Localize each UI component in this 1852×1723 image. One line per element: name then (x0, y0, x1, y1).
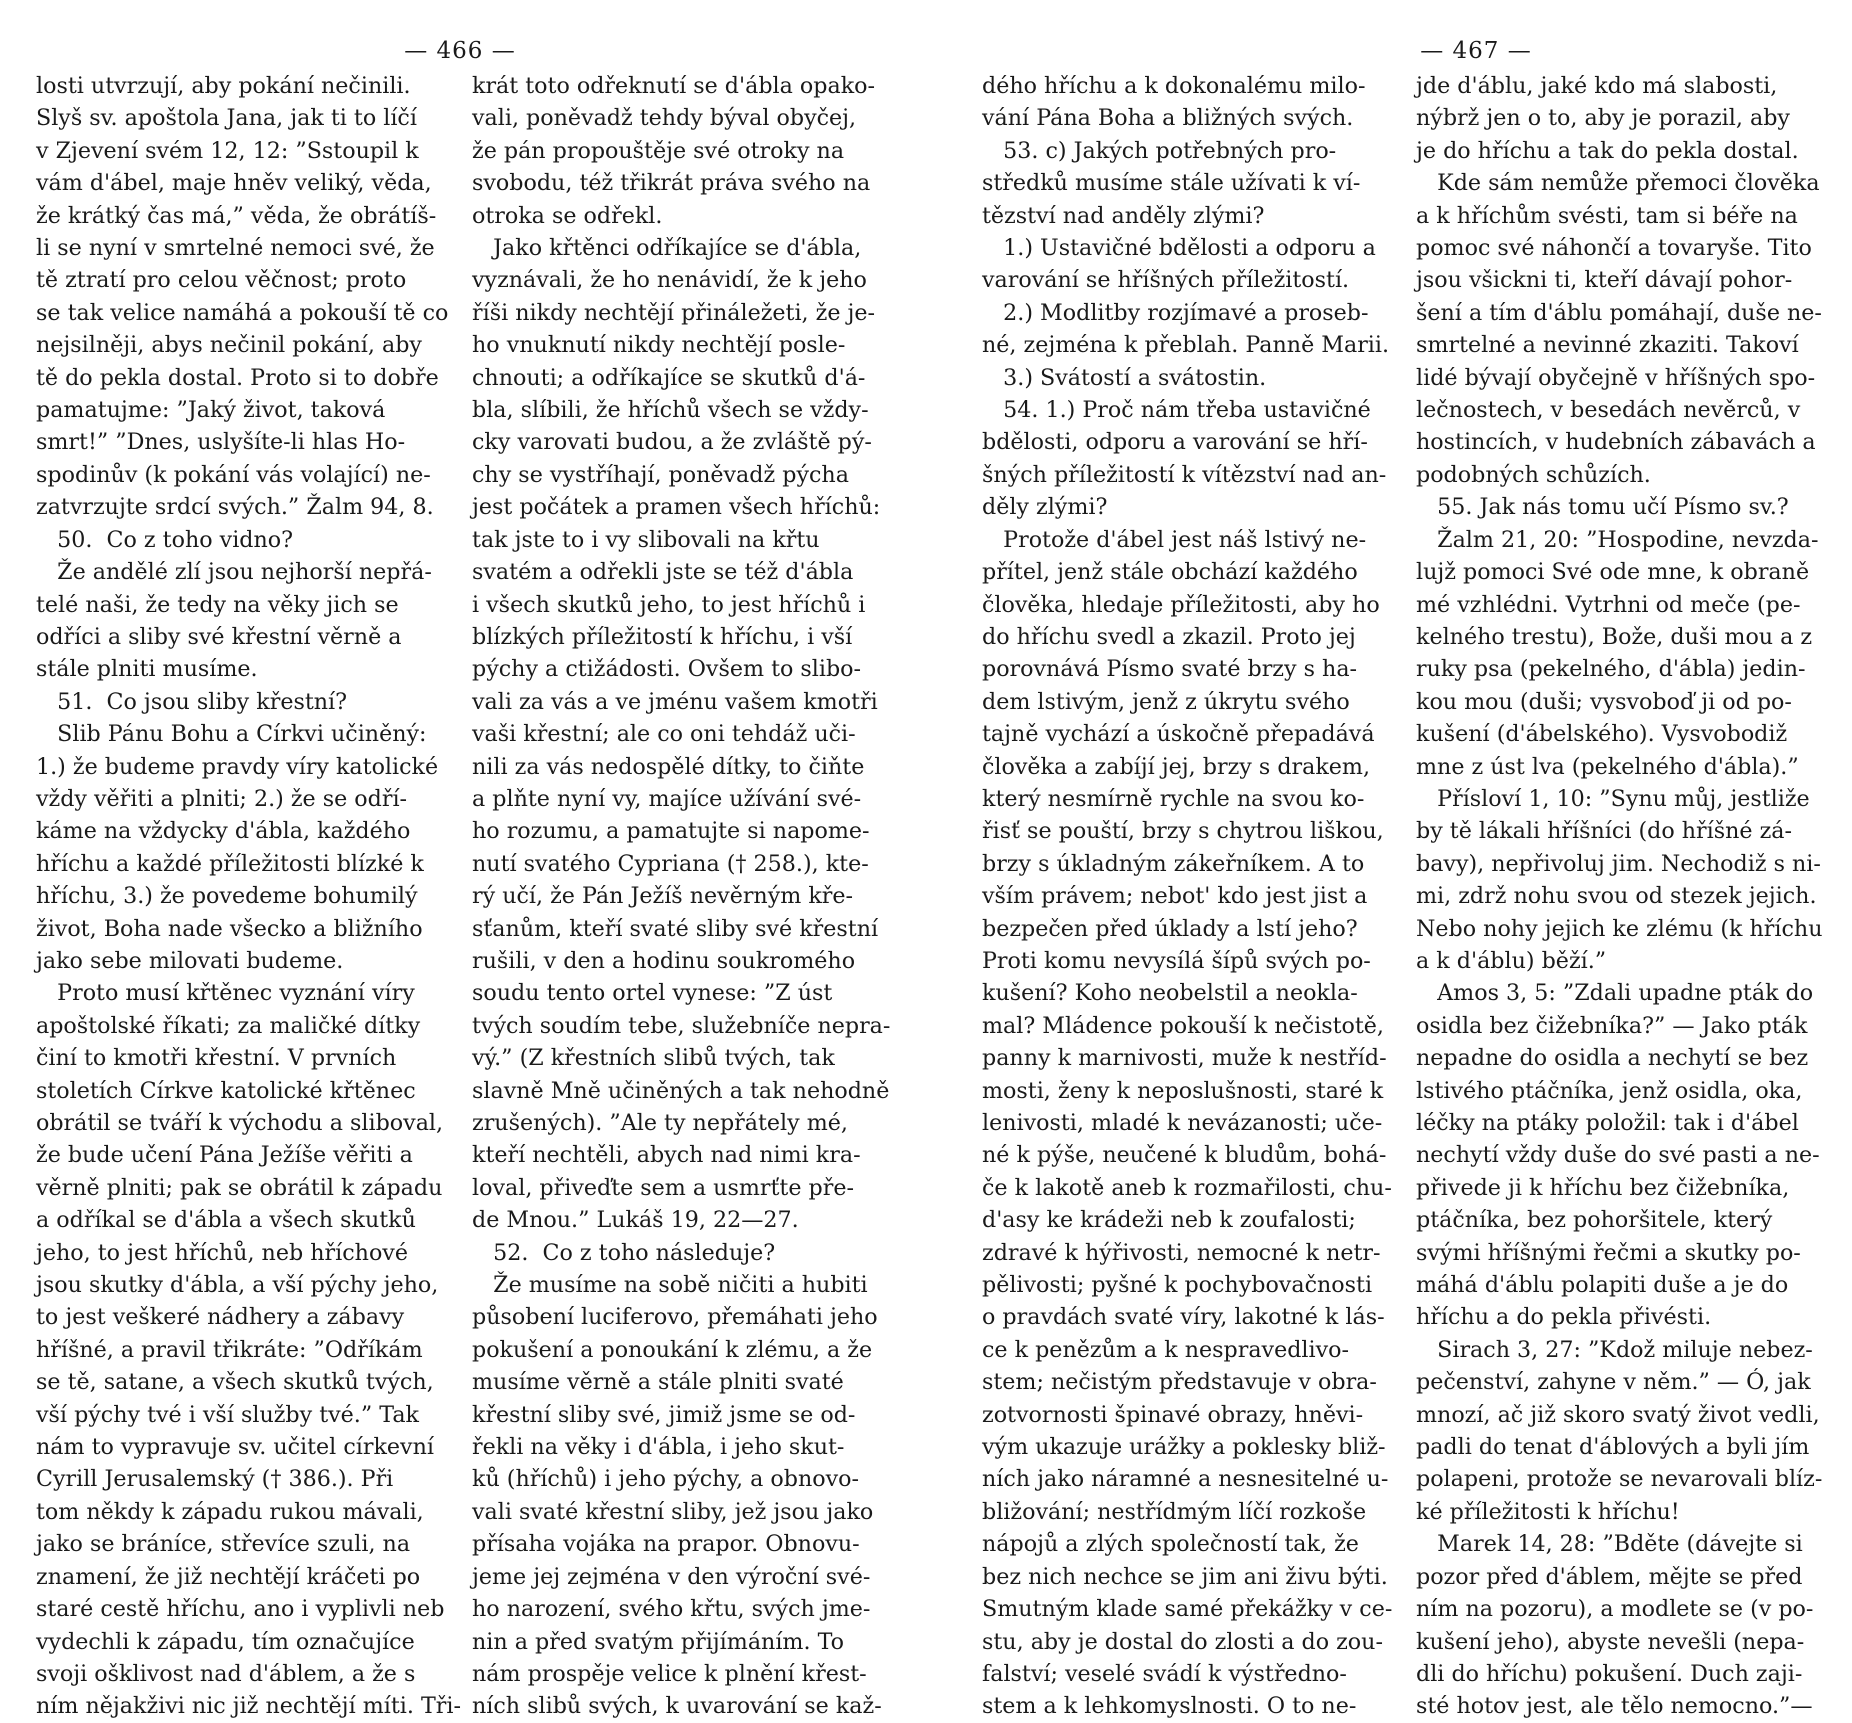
text-line: řisť se pouští, brzy s chytrou liškou, (982, 818, 1384, 845)
text-line: ních slibů svých, k uvarování se kaž- (472, 1693, 882, 1720)
text-line: stoletích Církve katolické křtěnec (36, 1077, 416, 1104)
text-line: bezpečen před úklady a lstí jeho? (982, 915, 1358, 942)
text-line: tvých soudím tebe, služebníče nepra- (472, 1012, 891, 1039)
text-line: panny k marnivosti, muže k nestříd- (982, 1045, 1387, 1072)
text-line: znamení, že již nechtějí kráčeti po (36, 1563, 421, 1590)
text-line: polapeni, protože se nevarovali blíz- (1416, 1466, 1823, 1493)
text-line: ruky psa (pekelného, d'ábla) jedin- (1416, 656, 1806, 683)
text-line: chnouti; a odříkajíce se skutků d'á- (472, 364, 866, 391)
text-line: mosti, ženy k neposlušnosti, staré k (982, 1077, 1384, 1104)
text-line: člověka, hledaje příležitosti, aby ho (982, 591, 1380, 618)
text-line: jde d'áblu, jaké kdo má slabosti, (1416, 73, 1778, 99)
text-line: bavy), nepřivoluj jim. Nechodiž s ni- (1416, 850, 1821, 877)
text-line: a plňte nyní vy, majíce užívání své- (472, 785, 862, 812)
text-line: ce k penězům a k nespravedlivo- (982, 1336, 1350, 1363)
text-line: kou mou (duši; vysvoboď ji od po- (1416, 688, 1792, 715)
text-line: loval, přiveďte sem a usmrťte pře- (472, 1174, 854, 1201)
text-line: nin a před svatým přijímáním. To (472, 1628, 845, 1655)
text-line: lečnostech, v besedách nevěrců, v (1416, 397, 1801, 424)
text-line: že bude učení Pána Ježíše věřiti a (36, 1142, 413, 1169)
text-line: jest počátek a pramen všech hříchů: (472, 494, 881, 521)
text-line: losti utvrzují, aby pokání nečinili. (36, 73, 411, 99)
text-line: podobných schůzích. (1416, 461, 1651, 488)
text-line: jako sebe milovati budeme. (36, 947, 344, 974)
text-line: vždy věřiti a plniti; 2.) že se odří- (36, 785, 408, 812)
text-line: staré cestě hříchu, ano i vyplivli neb (36, 1596, 445, 1623)
text-line: hostincích, v hudebních zábavách a (1416, 429, 1816, 456)
text-line: dli do hříchu) pokušení. Duch zaji- (1416, 1660, 1803, 1687)
text-line: lujž pomoci Své ode mne, k obraně (1416, 559, 1810, 586)
text-line: pokušení a ponoukání k zlému, a že (472, 1336, 873, 1363)
text-line: středků musíme stále užívati k ví- (982, 170, 1361, 197)
text-line: tězství nad anděly zlými? (982, 202, 1265, 229)
text-line: Protože d'ábel jest náš lstivý ne- (982, 526, 1367, 553)
text-line: ptáčníka, bez pohoršitele, který (1416, 1207, 1773, 1234)
text-line: Proto musí křtěnec vyznání víry (36, 980, 415, 1007)
text-line: Slyš sv. apoštola Jana, jak ti to líčí (36, 105, 417, 132)
text-line: 1.) Ustavičné bdělosti a odporu a (982, 235, 1376, 262)
text-line: působení luciferovo, přemáhati jeho (472, 1304, 878, 1331)
text-line: se tak velice namáhá a pokouší tě co (36, 299, 449, 326)
text-line: falství; veselé svádí k výstředno- (982, 1660, 1347, 1687)
text-line: máhá d'áblu polapiti duše a je do (1416, 1272, 1789, 1299)
text-line: Marek 14, 28: ”Bděte (dávejte si (1416, 1531, 1803, 1558)
text-line: pomoc své náhončí a tovaryše. Tito (1416, 235, 1812, 262)
text-line: 53. c) Jakých potřebných pro- (982, 137, 1337, 164)
text-line: pozor před d'áblem, mějte se před (1416, 1563, 1803, 1590)
text-line: ho narození, svého křtu, svých jme- (472, 1596, 871, 1623)
text-line: vaši křestní; ale co oni tehdáž uči- (472, 721, 856, 748)
text-line: nám to vypravuje sv. učitel církevní (36, 1434, 434, 1461)
text-line: to jest veškeré nádhery a zábavy (36, 1304, 405, 1331)
text-line: osidla bez čižebníka?” — Jako pták (1416, 1012, 1808, 1039)
text-line: vyznávali, že ho nenávidí, že k jeho (472, 267, 867, 294)
text-line: slavně Mně učiněných a tak nehodně (472, 1077, 890, 1104)
text-line: říši nikdy nechtějí přináležeti, že je- (472, 299, 876, 326)
text-line: vydechli k západu, tím označujíce (36, 1628, 415, 1655)
text-line: zotvornosti špinavé obrazy, hněvi- (982, 1401, 1364, 1428)
text-line: šných příležitostí k vítězství nad an- (982, 461, 1387, 488)
text-line: spodinův (k pokání vás volající) ne- (36, 461, 431, 488)
text-line: život, Boha nade všecko a bližního (36, 915, 423, 942)
text-line: pýchy a ctižádosti. Ovšem to slibo- (472, 656, 862, 683)
text-line: dem lstivým, jenž z úkrytu svého (982, 688, 1350, 715)
text-line: i všech skutků jeho, to jest hříchů i (472, 591, 866, 618)
text-line: hříchu a každé příležitosti blízké k (36, 850, 424, 877)
text-line: ním nějakživi nic již nechtějí míti. Tři- (36, 1693, 461, 1720)
text-line: pamatujme: ”Jaký život, taková (36, 397, 386, 424)
left-page (0, 0, 926, 1720)
text-line: Sirach 3, 27: ”Kdož miluje nebez- (1416, 1336, 1813, 1363)
text-line: vší pýchy tvé i vší služby tvé.” Tak (36, 1401, 419, 1428)
text-line: porovnává Písmo svaté brzy s ha- (982, 656, 1358, 683)
text-line: 2.) Modlitby rozjímavé a proseb- (982, 299, 1369, 326)
text-line: telé naši, že tedy na věky jich se (36, 591, 399, 618)
text-line: nám prospěje velice k plnění křest- (472, 1660, 867, 1687)
text-line: Žalm 21, 20: ”Hospodine, nevzda- (1416, 526, 1819, 553)
text-line: obrátil se tváří k východu a sliboval, (36, 1110, 444, 1136)
text-line: brzy s úkladným zákeřníkem. A to (982, 850, 1365, 877)
text-line: Kde sám nemůže přemoci člověka (1416, 170, 1820, 197)
text-line: varování se hříšných příležitostí. (982, 267, 1350, 294)
text-line: nýbrž jen o to, aby je porazil, aby (1416, 105, 1790, 132)
text-line: Smutným klade samé překážky v ce- (982, 1596, 1393, 1623)
text-line: Jako křtěnci odříkajíce se d'ábla, (472, 235, 862, 262)
text-line: 52. Co z toho následuje? (472, 1239, 776, 1266)
text-line: přísaha vojáka na prapor. Obnovu- (472, 1531, 860, 1558)
text-line: a k d'áblu) běží.” (1416, 947, 1607, 974)
text-line: odříci a sliby své křestní věrně a (36, 623, 402, 650)
text-line: cky varovati budou, a že zvláště pý- (472, 429, 872, 456)
text-line: děly zlými? (982, 494, 1108, 521)
text-line: bdělosti, odporu a varování se hří- (982, 429, 1368, 456)
text-line: né, zejména k přeblah. Panně Marii. (982, 332, 1390, 359)
text-line: jeho, to jest hříchů, neb hříchové (36, 1239, 408, 1266)
text-line: dého hříchu a k dokonalému milo- (982, 73, 1366, 99)
text-column (36, 70, 461, 1720)
text-line: bla, slíbili, že hříchů všech se vždy- (472, 397, 869, 424)
text-line: zdravé k hýřivosti, nemocné k netr- (982, 1239, 1381, 1266)
text-line: otroka se odřekl. (472, 202, 663, 229)
text-line: nejsilněji, abys nečinil pokání, aby (36, 332, 422, 359)
text-line: mnozí, ač již skoro svatý život vedli, (1416, 1401, 1820, 1428)
text-line: pečenství, zahyne v něm.” — Ó, jak (1416, 1369, 1811, 1396)
text-line: že pán propouštěje své otroky na (472, 137, 845, 164)
text-line: ních jako náramné a nesnesitelné u- (982, 1466, 1389, 1493)
text-line: ké příležitosti k hříchu! (1416, 1498, 1680, 1525)
text-line: rušili, v den a hodinu soukromého (472, 947, 856, 974)
text-line: vali za vás a ve jménu vašem kmotři (472, 688, 878, 715)
text-column (982, 70, 1393, 1720)
text-line: řekli na věky i d'ábla, i jeho skut- (472, 1434, 845, 1461)
text-line: se tě, satane, a všech skutků tvých, (36, 1369, 434, 1396)
text-line: mne z úst lva (pekelného d'ábla).” (1416, 753, 1799, 780)
text-line: vým ukazuje urážky a poklesky bliž- (982, 1434, 1386, 1461)
text-line: Amos 3, 5: ”Zdali upadne pták do (1416, 980, 1814, 1007)
text-line: kušení? Koho neobelstil a neokla- (982, 980, 1358, 1007)
text-line: tě do pekla dostal. Proto si to dobře (36, 364, 439, 391)
text-line: nili za vás nedospělé dítky, to čiňte (472, 753, 865, 780)
text-line: Proti komu nevysílá šípů svých po- (982, 947, 1371, 974)
text-line: nutí svatého Cypriana († 258.), kte- (472, 850, 869, 877)
text-line: vali svaté křestní sliby, jež jsou jako (472, 1498, 874, 1525)
text-line: ho rozumu, a pamatujte si napome- (472, 818, 870, 845)
text-line: člověka a zabíjí jej, brzy s drakem, (982, 753, 1371, 780)
text-line: 54. 1.) Proč nám třeba ustavičné (982, 397, 1371, 424)
text-line: káme na vždycky d'ábla, každého (36, 818, 411, 845)
text-line: nápojů a zlých společností tak, že (982, 1531, 1359, 1558)
text-line: lenivosti, mladé k nevázanosti; uče- (982, 1110, 1383, 1136)
text-line: stále plniti musíme. (36, 656, 258, 683)
text-line: li se nyní v smrtelné nemoci své, že (36, 235, 435, 262)
text-line: de Mnou.” Lukáš 19, 22—27. (472, 1207, 799, 1234)
text-line: jsou skutky d'ábla, a vší pýchy jeho, (36, 1272, 439, 1299)
text-line: věrně plniti; pak se obrátil k západu (36, 1174, 443, 1201)
text-line: by tě lákali hříšníci (do hříšné zá- (1416, 818, 1793, 845)
text-line: o pravdách svaté víry, lakotné k lás- (982, 1304, 1385, 1331)
text-line: v Zjevení svém 12, 12: ”Sstoupil k (36, 137, 419, 164)
text-line: hříchu, 3.) že povedeme bohumilý (36, 883, 418, 910)
text-line: kteří nechtěli, abych nad nimi kra- (472, 1142, 861, 1169)
text-line: bližování; nestřídmým líčí rozkoše (982, 1498, 1367, 1525)
text-line: vání Pána Boha a bližných svých. (982, 105, 1354, 132)
text-line: mé vzhlédni. Vytrhni od meče (pe- (1416, 591, 1801, 618)
text-line: nechytí vždy duše do své pasti a ne- (1416, 1142, 1820, 1169)
text-line: lidé bývají obyčejně v hříšných spo- (1416, 364, 1816, 391)
text-line: že krátký čas má,” věda, že obrátíš- (36, 202, 437, 229)
text-line: Že musíme na sobě ničiti a hubiti (472, 1272, 868, 1299)
text-line: nepadne do osidla a nechytí se bez (1416, 1045, 1809, 1072)
text-line: křestní sliby své, jimiž jsme se od- (472, 1401, 856, 1428)
text-line: smrtelné a nevinné zkaziti. Takoví (1416, 332, 1799, 359)
text-line: šení a tím d'áblu pomáhají, duše ne- (1416, 299, 1822, 326)
page-number: — 467 — (1420, 38, 1532, 64)
text-line: Cyrill Jerusalemský († 386.). Při (36, 1466, 394, 1493)
text-line: soudu tento ortel vynese: ”Z úst (472, 980, 833, 1007)
text-line: ním na pozoru), a modlete se (v po- (1416, 1596, 1814, 1623)
text-line: přítel, jenž stále obchází každého (982, 559, 1358, 586)
text-column (472, 70, 891, 1720)
text-line: vám d'ábel, maje hněv veliký, věda, (36, 170, 432, 197)
text-line: do hříchu svedl a zkazil. Proto jej (982, 623, 1356, 650)
text-line: hříchu a do pekla přivésti. (1416, 1304, 1712, 1331)
text-line: smrt!” ”Dnes, uslyšíte-li hlas Ho- (36, 429, 406, 456)
text-line: svými hříšnými řečmi a skutky po- (1416, 1239, 1801, 1266)
text-line: ho vnuknutí nikdy nechtějí posle- (472, 332, 846, 359)
text-line: 50. Co z toho vidno? (36, 526, 294, 553)
text-line: svobodu, též třikrát práva svého na (472, 170, 871, 197)
text-line: stu, aby je dostal do zlosti a do zou- (982, 1628, 1383, 1655)
text-line: jako se bráníce, střevíce szuli, na (36, 1531, 411, 1558)
text-line: Nebo nohy jejich ke zlému (k hříchu (1416, 915, 1823, 942)
text-line: vý.” (Z křestních slibů tvých, tak (472, 1045, 835, 1072)
text-line: padli do tenat d'áblových a byli jím (1416, 1434, 1810, 1461)
text-line: je do hříchu a tak do pekla dostal. (1416, 137, 1799, 164)
text-line: jeme jej zejména v den výroční své- (472, 1563, 871, 1590)
text-line: zrušených). ”Ale ty nepřátely mé, (472, 1110, 848, 1136)
text-line: 3.) Svátostí a svátostin. (982, 364, 1267, 391)
text-line: né k pýše, neučené k bludům, bohá- (982, 1142, 1387, 1169)
text-line: vali, poněvadž tehdy býval obyčej, (472, 105, 857, 132)
text-line: svatém a odřekli jste se též d'ábla (472, 559, 854, 586)
text-line: Slib Pánu Bohu a Církvi učiněný: (36, 721, 427, 748)
text-line: pělivosti; pyšné k pochybovačnosti (982, 1272, 1373, 1299)
text-line: d'asy ke krádeži neb k zoufalosti; (982, 1207, 1356, 1234)
text-line: tě ztratí pro celou věčnost; proto (36, 267, 407, 294)
text-line: kušení (d'ábelského). Vysvobodiž (1416, 721, 1788, 748)
text-line: 1.) že budeme pravdy víry katolické (36, 753, 439, 780)
text-line: stem a k lehkomyslnosti. O to ne- (982, 1693, 1357, 1720)
text-line: a k hříchům svésti, tam si béře na (1416, 202, 1798, 229)
text-line: musíme věrně a stále plniti svaté (472, 1369, 844, 1396)
text-line: svoji ošklivost nad d'áblem, a že s (36, 1660, 416, 1687)
text-line: ků (hříchů) i jeho pýchy, a obnovo- (472, 1466, 860, 1493)
text-line: léčky na ptáky položil: tak i d'ábel (1416, 1110, 1799, 1136)
text-line: Přísloví 1, 10: ”Synu můj, jestliže (1416, 785, 1810, 812)
text-line: sté hotov jest, ale tělo nemocno.”— (1416, 1693, 1813, 1720)
text-line: Že andělé zlí jsou nejhorší nepřá- (36, 559, 432, 586)
text-line: který nesmírně rychle na svou ko- (982, 785, 1365, 812)
text-line: če k lakotě aneb k rozmařilosti, chu- (982, 1174, 1392, 1201)
text-line: přivede ji k hříchu bez čižebníka, (1416, 1174, 1790, 1201)
text-line: činí to kmotři křestní. V prvních (36, 1045, 397, 1072)
text-line: apoštolské říkati; za maličké dítky (36, 1012, 421, 1039)
text-line: mi, zdrž nohu svou od stezek jejich. (1416, 883, 1817, 910)
text-line: bez nich nechce se jim ani živu býti. (982, 1563, 1388, 1590)
text-line: krát toto odřeknutí se d'ábla opako- (472, 73, 876, 99)
text-line: jsou všickni ti, kteří dávají pohor- (1416, 267, 1793, 294)
text-line: chy se vystříhají, poněvadž pýcha (472, 461, 849, 488)
text-line: vším právem; nebot' kdo jest jist a (982, 883, 1368, 910)
text-line: blízkých příležitostí k hříchu, i vší (472, 623, 853, 650)
text-line: 55. Jak nás tomu učí Písmo sv.? (1416, 494, 1789, 521)
text-line: tajně vychází a úskočně přepadává (982, 721, 1375, 748)
right-page (926, 0, 1852, 1720)
text-line: tak jste to i vy slibovali na křtu (472, 526, 820, 553)
text-line: mal? Mládence pokouší k nečistotě, (982, 1012, 1384, 1039)
text-line: stem; nečistým představuje v obra- (982, 1369, 1377, 1396)
text-line: sťanům, kteří svaté sliby své křestní (472, 915, 879, 942)
text-line: kušení jeho), abyste nevešli (nepa- (1416, 1628, 1805, 1655)
text-column (1416, 70, 1826, 1720)
text-line: rý učí, že Pán Ježíš nevěrným kře- (472, 883, 854, 910)
text-line: 51. Co jsou sliby křestní? (36, 688, 348, 715)
page-number: — 466 — (404, 38, 516, 64)
text-line: tom někdy k západu rukou mávali, (36, 1498, 424, 1525)
text-line: a odříkal se d'ábla a všech skutků (36, 1207, 416, 1234)
text-line: kelného trestu), Bože, duši mou a z (1416, 623, 1813, 650)
text-line: zatvrzujte srdcí svých.” Žalm 94, 8. (36, 494, 434, 521)
text-line: lstivého ptáčníka, jenž osidla, oka, (1416, 1077, 1803, 1104)
text-line: hříšné, a pravil třikráte: ”Odříkám (36, 1336, 423, 1363)
